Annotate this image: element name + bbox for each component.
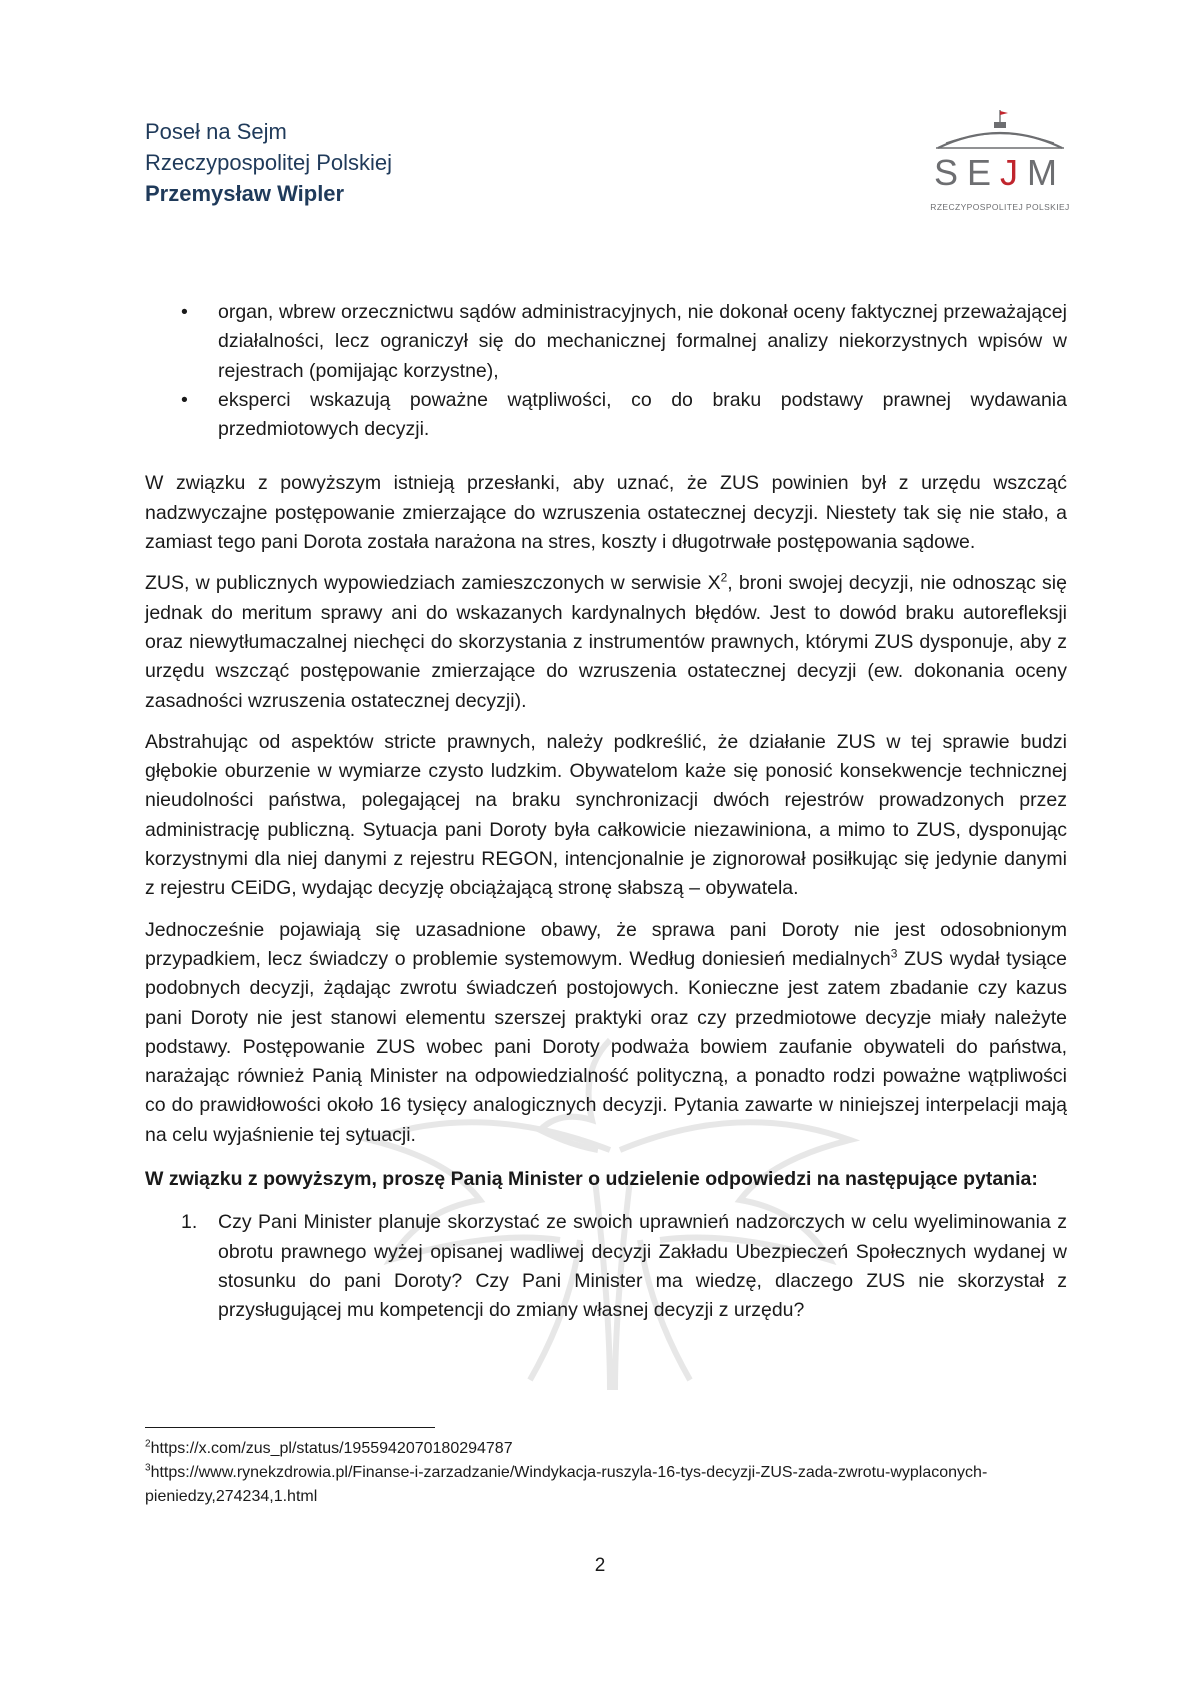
- paragraph-2-part-2: , broni swojej decyzji, nie odnosząc się jednak do meritum sprawy ani do wskazanych kardynalnych błędów. Jest to dowód braku autorefleksji oraz niewytłumaczalnej niechęci do skorzystania z instrumentów prawnych, którymi ZUS dysponuje, aby z urzędu wszcząć postępowanie zmierzające do wzruszenia ostatecznej decyzji (ew. dokonania oceny zasadności wzruszenia ostatecznej decyzji).: [145, 572, 1067, 712]
- footnote-link[interactable]: https://x.com/zus_pl/status/1955942070180294787: [150, 1440, 513, 1457]
- footnote-3: [145, 1461, 1075, 1509]
- list-item-text: organ, wbrew orzecznictwu sądów administracyjnych, nie dokonał oceny faktycznej przeważającej działalności, lecz ograniczył się do mechanicznej formalnej analizy niekorzystnych wpisów w rejestrach (pomijając korzystne),: [218, 301, 1067, 382]
- footnote-ref-3: 3: [890, 946, 898, 961]
- letterhead-line-2: Rzeczypospolitej Polskiej: [145, 150, 392, 175]
- list-item: [145, 298, 1067, 386]
- letterhead-name: Przemysław Wipler: [145, 181, 345, 206]
- logo-letter-j: J: [1000, 152, 1028, 193]
- paragraph-4-part-1: Jednocześnie pojawiają się uzasadnione obawy, że sprawa pani Doroty nie jest odosobnionym przypadkiem, lecz świadczy o problemie systemowym. Według doniesień medialnych: [145, 918, 1067, 970]
- footnote-mark: 3: [145, 1462, 151, 1474]
- bullet-icon: •: [181, 388, 188, 411]
- question-list: [145, 1208, 1067, 1325]
- document-body: [145, 298, 1067, 1326]
- list-item-text: eksperci wskazują poważne wątpliwości, co do braku podstawy prawnej wydawania przedmiotowych decyzji.: [218, 388, 1067, 441]
- logo-letter-e: E: [967, 152, 1001, 193]
- sejm-logo: [930, 110, 1070, 215]
- paragraph-3: Abstrahując od aspektów stricte prawnych, należy podkreślić, że działanie ZUS w tej sprawie budzi głębokie oburzenie w wymiarze czysto ludzkim. Obywatelom każe się ponosić konsekwencje technicznej nieudolności państwa, polegającej na braku synchronizacji dwóch rejestrów prowadzonych przez administrację publiczną. Sytuacja pani Doroty była całkowicie niezawiniona, a mimo to ZUS, dysponując korzystnymi dla niej danymi z rejestru REGON, intencjonalnie je zignorował posiłkując się jedynie danymi z rejestru CEiDG, wydając decyzję obciążającą stronę słabszą – obywatela.: [145, 730, 1067, 900]
- list-item: [145, 386, 1067, 445]
- letterhead-line-1: Poseł na Sejm: [145, 119, 287, 144]
- page-number: 2: [594, 1555, 606, 1576]
- question-text: Czy Pani Minister planuje skorzystać ze swoich uprawnień nadzorczych w celu wyeliminowania z obrotu prawnego wyżej opisanej wadliwej decyzji Zakładu Ubezpieczeń Społecznych wydanej w stosunku do pani Doroty? Czy Pani Minister ma wiedzę, dlaczego ZUS nie skorzystał z przysługującej mu kompetencji do zmiany własnej decyzji z urzędu?: [218, 1211, 1067, 1322]
- logo-letter-m: M: [1027, 152, 1067, 193]
- paragraph-1: W związku z powyższym istnieją przesłanki, aby uznać, że ZUS powinien był z urzędu wszcząć nadzwyczajne postępowanie zmierzające do wzruszenia ostatecznej decyzji. Niestety tak się nie stało, a zamiast tego pani Dorota została narażona na stres, koszty i długotrwałe postępowania sądowe.: [145, 472, 1067, 554]
- sejm-dome-icon: [930, 110, 1070, 155]
- logo-letter-s: S: [933, 152, 967, 193]
- sejm-wordmark: [930, 152, 1070, 194]
- footnote-separator: [145, 1427, 435, 1428]
- paragraph-4: [145, 916, 1067, 1150]
- paragraph-2-part-1: ZUS, w publicznych wypowiedziach zamieszczonych w serwisie X: [145, 572, 721, 595]
- paragraph-2: [145, 569, 1067, 715]
- footnotes: [145, 1437, 1075, 1509]
- footnote-mark: 2: [145, 1438, 151, 1450]
- question-item: [145, 1208, 1067, 1325]
- bullet-list: [145, 298, 1067, 444]
- sejm-logo-subtitle: RZECZYPOSPOLITEJ POLSKIEJ: [930, 202, 1070, 212]
- paragraph-4-part-2: ZUS wydał tysiące podobnych decyzji, żądając zwrotu świadczeń postojowych. Konieczne jest zatem zbadanie czy kazus pani Doroty nie jest stanowi elementu szerszej praktyki oraz czy przedmiotowe decyzje miały należyte podstawy. Postępowanie ZUS wobec pani Doroty podważa bowiem zaufanie obywateli do państwa, narażając również Panią Minister na odpowiedzialność polityczną, a ponadto rodzi poważne wątpliwości co do prawidłowości około 16 tysięcy analogicznych decyzji. Pytania zawarte w niniejszej interpelacji mają na celu wyjaśnienie tej sytuacji.: [145, 947, 1067, 1146]
- bullet-icon: •: [181, 301, 188, 323]
- questions-intro: W związku z powyższym, proszę Panią Minister o udzielenie odpowiedzi na następujące pytania:: [145, 1168, 1038, 1191]
- question-number: 1.: [181, 1211, 198, 1234]
- footnote-ref-2: 2: [720, 570, 728, 585]
- footnote-2: [145, 1437, 1075, 1461]
- letterhead: [145, 116, 392, 209]
- footnote-link[interactable]: https://www.rynekzdrowia.pl/Finanse-i-zarzadzanie/Windykacja-ruszyla-16-tys-decyzji-ZUS-zada-zwrotu-wyplaconych-pieniedzy,274234,1.html: [145, 1464, 988, 1505]
